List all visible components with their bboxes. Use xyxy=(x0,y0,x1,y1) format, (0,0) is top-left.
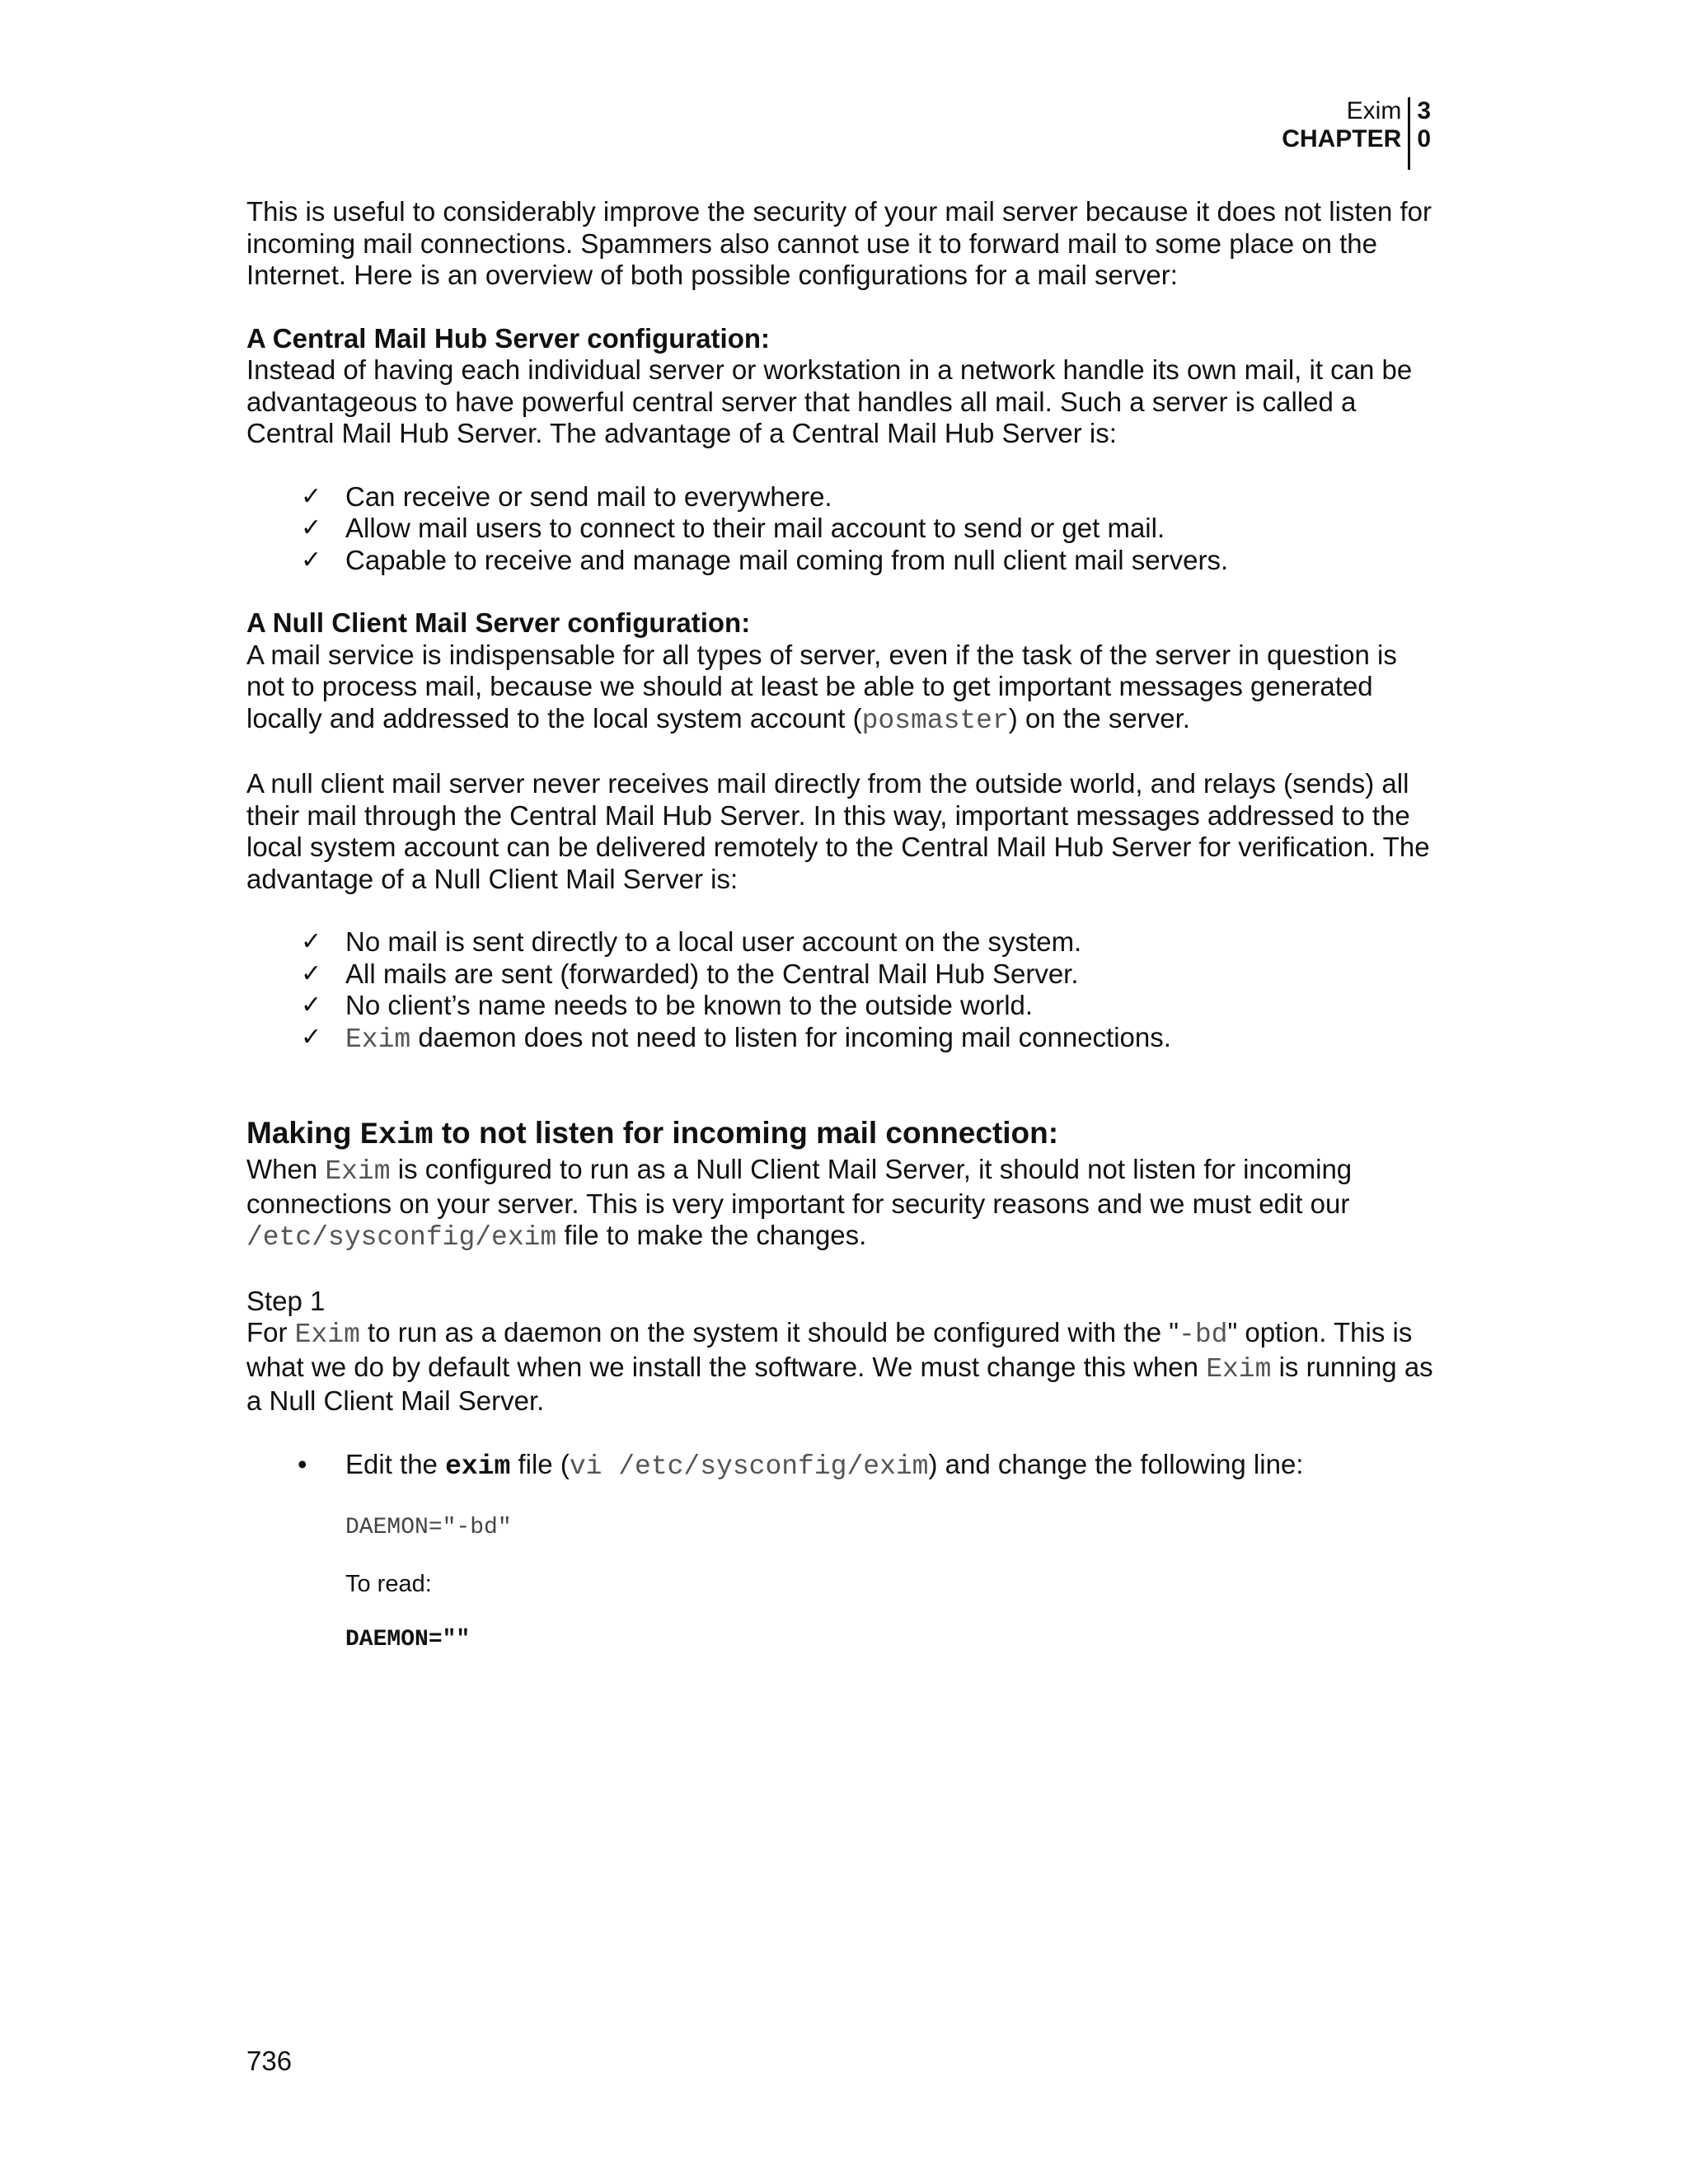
to-read-label: To read: xyxy=(345,1571,432,1597)
page-number: 736 xyxy=(246,2046,293,2076)
check-icon: ✓ xyxy=(301,928,322,955)
null-client-paragraph-1: A mail service is indispensable for all types of server, even if the task of the server in question is not to process mail, because we should at least be able to get important messages generated locally and addressed to the local system account (posmaster) on the server. xyxy=(246,639,1397,736)
step-paragraph: For Exim to run as a daemon on the system it should be configured with the "-bd" option. This is what we do by default when we install the software. We must change this when Exim is running as a Null Client Mail Server. xyxy=(246,1317,1433,1416)
check-icon: ✓ xyxy=(301,1023,322,1051)
code-example xyxy=(246,1514,1442,1654)
list-item: ✓ All mails are sent (forwarded) to the Central Mail Hub Server. xyxy=(301,958,1079,989)
hub-heading: A Central Mail Hub Server configuration: xyxy=(246,322,771,354)
list-item: ✓ Capable to receive and manage mail coming from null client mail servers. xyxy=(301,544,1229,575)
check-icon: ✓ xyxy=(301,514,322,541)
code-original-line: DAEMON="-bd" xyxy=(345,1515,512,1540)
null-client-paragraph-2: A null client mail server never receives mail directly from the outside world, and relays (sends) all their mail through the Central Mail Hub Server. In this way, important messages addressed to the local system account can be delivered remotely to the Central Mail Hub Server for verification. The advantage of a Null Client Mail Server is: xyxy=(246,768,1430,894)
page-content xyxy=(246,196,1442,1654)
list-item: • Edit the exim file (vi /etc/sysconfig/exim) and change the following line: xyxy=(298,1448,1304,1482)
list-item: ✓ Exim daemon does not need to listen for incoming mail connections. xyxy=(301,1021,1171,1055)
list-item: ✓ Can receive or send mail to everywhere. xyxy=(301,480,832,512)
section-title: Making Exim to not listen for incoming mail connection: xyxy=(246,1116,1059,1153)
check-icon: ✓ xyxy=(301,991,322,1019)
code-new-line: DAEMON="" xyxy=(345,1627,471,1652)
section-paragraph: When Exim is configured to run as a Null Client Mail Server, it should not listen for incoming connections on your server. This is very important for security reasons and we must edit our /etc/sysconfig/exim file to make the changes. xyxy=(246,1154,1353,1253)
null-client-advantages-list xyxy=(246,926,1442,1056)
chapter-label: CHAPTER xyxy=(1282,125,1402,152)
chapter-digit-1: 3 xyxy=(1417,97,1431,124)
check-icon: ✓ xyxy=(301,482,322,510)
instruction-list xyxy=(246,1449,1442,1483)
check-icon: ✓ xyxy=(301,959,322,987)
hub-paragraph: Instead of having each individual server or workstation in a network handle its own mail, it can be advantageous to have powerful central server that handles all mail. Such a server is called a Central Mail Hub Server. The advantage of a Central Mail Hub Server is: xyxy=(246,354,1413,448)
chapter-number xyxy=(1410,97,1431,153)
chapter-label-block xyxy=(1282,97,1408,153)
chapter-digit-2: 0 xyxy=(1417,125,1431,152)
list-item: ✓ No mail is sent directly to a local user account on the system. xyxy=(301,926,1082,957)
hub-advantages-list xyxy=(246,481,1442,577)
null-client-heading: A Null Client Mail Server configuration: xyxy=(246,607,751,638)
intro-paragraph: This is useful to considerably improve the security of your mail server because it does not listen for incoming mail connections. Spammers also cannot use it to forward mail to some place on the Internet. Here is an overview of both possible configurations for a mail server: xyxy=(246,196,1432,290)
chapter-title: Exim xyxy=(1346,97,1402,124)
check-icon: ✓ xyxy=(301,546,322,574)
list-item: ✓ Allow mail users to connect to their mail account to send or get mail. xyxy=(301,513,1165,543)
step-label: Step 1 xyxy=(246,1285,326,1316)
bullet-icon: • xyxy=(298,1448,307,1479)
list-item: ✓ No client’s name needs to be known to the outside world. xyxy=(301,990,1034,1020)
running-header xyxy=(1282,97,1431,153)
